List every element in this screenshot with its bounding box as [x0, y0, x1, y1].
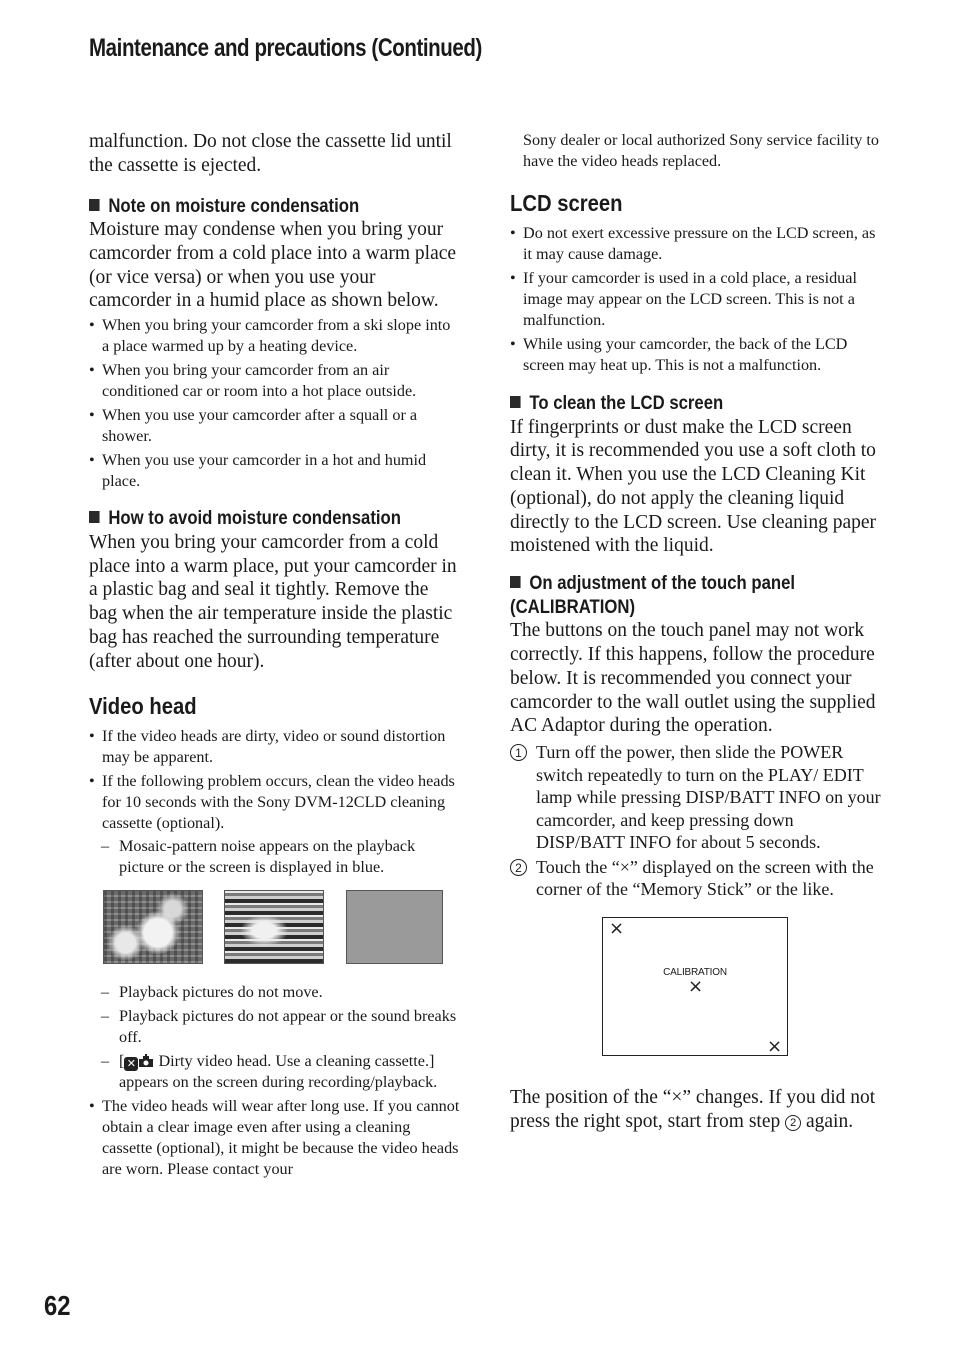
- right-column: [510, 130, 882, 1133]
- square-bullet-icon: [89, 199, 100, 211]
- step-2: 2 Touch the “×” displayed on the screen with the corner of the “Memory Stick” or the like.: [510, 856, 882, 901]
- list-item: • When you bring your camcorder from a ski slope into a place warmed up by a heating device.: [89, 315, 461, 357]
- calibration-text: The buttons on the touch panel may not work correctly. If this happens, follow the procedure below. It is recommended you connect your camcorder to the wall outlet using the supplied AC Adaptor during the operation.: [510, 620, 876, 737]
- moisture-list: [89, 315, 461, 492]
- square-bullet-icon: [89, 511, 100, 523]
- list-item: • If your camcorder is used in a cold place, a residual image may appear on the LCD screen. This is not a malfunction.: [510, 268, 882, 331]
- square-bullet-icon: [510, 396, 521, 408]
- video-head-list-continued: [89, 1096, 461, 1180]
- list-item: – Playback pictures do not move.: [89, 982, 461, 1003]
- avoid-moisture-text: When you bring your camcorder from a cold place into a warm place, put your camcorder in a plastic bag and seal it tightly. Remove the bag when the air temperature inside the plastic bag has reached the surrounding temperature (after about one hour).: [89, 531, 457, 672]
- stripe-noise-image: [224, 890, 324, 964]
- video-head-title: Video head: [89, 692, 197, 719]
- calibration-steps: [510, 741, 882, 901]
- intro-text: malfunction. Do not close the cassette lid until the cassette is ejected.: [89, 131, 452, 176]
- mosaic-noise-image: [103, 890, 203, 964]
- continued-text: Sony dealer or local authorized Sony service facility to have the video heads replaced.: [523, 131, 880, 170]
- list-item: – Playback pictures do not appear or the sound breaks off.: [89, 1006, 461, 1048]
- noise-examples: [103, 890, 461, 966]
- clean-lcd-text: If fingerprints or dust make the LCD screen dirty, it is recommended you use a soft cloth to clean it. When you use the LCD Cleaning Kit (optional), do not apply the cleaning liquid directly to the LCD screen. Use cleaning paper moistened with the liquid.: [510, 416, 877, 557]
- calibration-heading-line2: (CALIBRATION): [510, 596, 636, 618]
- close-icon: ×: [609, 917, 625, 939]
- clean-lcd-heading: To clean the LCD screen: [510, 392, 837, 416]
- list-item: • If the video heads are dirty, video or sound distortion may be apparent.: [89, 726, 461, 768]
- list-item: – Mosaic-pattern noise appears on the playback picture or the screen is displayed in blue.: [89, 836, 461, 878]
- step-number-1: 1: [510, 744, 527, 761]
- calibration-label: CALIBRATION: [663, 966, 727, 978]
- blue-screen-image: [346, 890, 443, 964]
- moisture-note-heading: Note on moisture condensation: [89, 195, 416, 219]
- list-item: – [ ✕ Dirty video head. Use a cleaning cassette.] appears on the screen during recording/playback.: [89, 1051, 461, 1093]
- lcd-list: [510, 223, 882, 376]
- problem-list-continued: [89, 982, 461, 1093]
- calibration-heading: On adjustment of the touch panel: [510, 572, 837, 596]
- step-number-2: 2: [510, 859, 527, 876]
- list-item: • Do not exert excessive pressure on the LCD screen, as it may cause damage.: [510, 223, 882, 265]
- camera-icon: [138, 1054, 154, 1068]
- close-icon: ×: [688, 975, 704, 997]
- list-item: • When you use your camcorder after a squall or a shower.: [89, 405, 461, 447]
- step-1: 1 Turn off the power, then slide the POWER switch repeatedly to turn on the PLAY/ EDIT lamp while pressing DISP/BATT INFO on your camcorder, and keep pressing down DISP/BATT INFO for about 5 seconds.: [510, 741, 882, 854]
- close-icon: ×: [767, 1035, 783, 1057]
- moisture-note-text: Moisture may condense when you bring your camcorder from a cold place into a warm place (or vice versa) or when you use your camcorder in a humid place as shown below.: [89, 219, 457, 312]
- calibration-screen: [602, 917, 788, 1056]
- list-item: • If the following problem occurs, clean the video heads for 10 seconds with the Sony DVM-12CLD cleaning cassette (optional). – Mosaic-pattern noise appears on the playback picture or the screen is displayed in blue.: [89, 771, 461, 878]
- problem-list: [89, 836, 461, 878]
- list-item: • While using your camcorder, the back of the LCD screen may heat up. This is not a malfunction.: [510, 334, 882, 376]
- page-header: Maintenance and precautions (Continued): [89, 34, 482, 62]
- video-head-list: [89, 726, 461, 878]
- step-number-2: 2: [785, 1115, 801, 1131]
- page-number: 62: [44, 1290, 71, 1321]
- list-item: • When you use your camcorder in a hot and humid place.: [89, 450, 461, 492]
- lcd-screen-title: LCD screen: [510, 190, 623, 216]
- dirty-head-icon: ✕: [124, 1057, 138, 1071]
- list-item: • The video heads will wear after long use. If you cannot obtain a clear image even after using a cleaning cassette (optional), it might be because the video heads are worn. Please contact your: [89, 1096, 461, 1180]
- list-item: • When you bring your camcorder from an air conditioned car or room into a hot place outside.: [89, 360, 461, 402]
- left-column: [89, 130, 461, 1183]
- final-note: The position of the “×” changes. If you did not press the right spot, start from step 2 again.: [510, 1086, 876, 1132]
- square-bullet-icon: [510, 576, 521, 588]
- avoid-moisture-heading: How to avoid moisture condensation: [89, 507, 416, 531]
